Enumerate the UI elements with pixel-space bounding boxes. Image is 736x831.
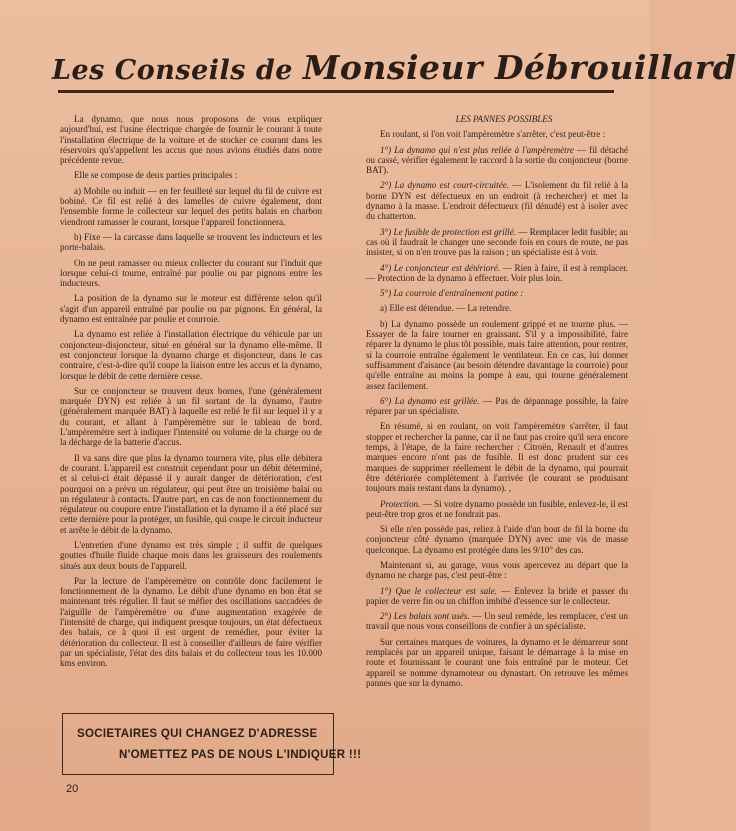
right-column: [366, 114, 628, 774]
list-item: [366, 180, 628, 221]
paragraph: La position de la dynamo sur le moteur est différente selon qu'il s'agit d'un appareil entraîné par poulie ou par pignons. En général, la dynamo est entraînée par poulie et courroie.: [60, 293, 322, 325]
paragraph: La dynamo est reliée à l'installation électrique du véhicule par un conjoncteur-disjoncteur, situé en général sur la dynamo elle-même. Il est conjoncteur lorsque la dynamo charge et disjoncteur, dans le cas contraire, c'est-à-dire qu'il coupe la liaison entre les accus et la dynamo, lorsque le débit de cette dernière cesse.: [60, 329, 322, 381]
item-text: — Rien à faire, il est à remplacer. — Protection de la dynamo à effectuer. Voir plus loin.: [366, 262, 629, 283]
notice-line-2: N'OMETTEZ PAS DE NOUS L'INDIQUER !!!: [119, 749, 362, 761]
paragraph: a) Mobile ou induit — en fer feuilleté sur lequel du fil de cuivre est bobiné. Ce fil est relié à des lamelles de cuivre également, dont l'ensemble forme le collecteur sur lequel des petits balais en charbon viendront ramasser le courant, lorsque l'appareil fonctionnera.: [60, 185, 322, 227]
list-item: [366, 499, 628, 520]
paragraph: Par la lecture de l'ampèremètre on contrôle donc facilement le fonctionnement de la dynamo. Le débit d'une dynamo en bon état se maintenant très régulier. Il faut se méfier des oscillations saccadées de l'aiguille de l'ampèremètre ou d'une augmentation exagérée de l'intensité de charge, qui indiquent presque toujours, un état défectueux des balais, ce à quoi il est urgent de remédier, pour éviter la détérioration du collecteur. Il est à conseiller d'ailleurs de faire vérifier par un spécialiste, l'état des dits balais et du collecteur tous les 10.000 kms environ.: [60, 575, 322, 669]
item-label: 1°) Que le collecteur est sale.: [380, 585, 498, 596]
paragraph: Si elle n'en possède pas, reliez à l'aide d'un bout de fil la borne du conjoncteur côté dynamo (marquée DYN) avec une vis de masse quelconque. La dynamo est protégée dans les 9/10° des cas.: [366, 524, 628, 555]
list-item: [366, 611, 628, 632]
notice-box: [62, 713, 362, 775]
paragraph: b) La dynamo possède un roulement grippé et ne tourne plus. — Essayer de la faire tourner en graissant. S'il y a impossibilité, faire réparer la dynamo le plus tôt possible, mais faire attention, pour rentrer, si la courroie entraîne également le ventilateur. En ce cas, lui donner suffisamment d'aisance (au besoin détendre davantage la courroie) pour qu'elle entraîne au moins la pompe à eau, qui tourne généralement assez facilement.: [366, 318, 628, 391]
item-label: 4°) Le conjoncteur est détérioré.: [380, 262, 501, 273]
item-label: 2°) La dynamo est court-circuitée.: [380, 180, 510, 191]
paragraph: a) Elle est détendue. — La retendre.: [380, 303, 512, 314]
page-number: 20: [66, 783, 79, 795]
list-item: [366, 227, 628, 258]
item-text: — Pas de dépannage possible, la faire réparer par un spécialiste.: [366, 395, 628, 417]
item-label: 6°) La dynamo est grillée.: [380, 395, 480, 406]
item-label: 3°) Le fusible de protection est grillé.: [380, 226, 517, 237]
paragraph: Elle se compose de deux parties principales :: [74, 170, 238, 181]
section-subtitle: LES PANNES POSSIBLES: [455, 114, 553, 124]
list-item: [366, 396, 628, 417]
item-label: 5°) La courroie d'entraînement patine :: [380, 288, 524, 299]
item-text: — Remplacer ledit fusible; au cas où il faudrait le changer une seconde fois en cours de route, ne pas insister, si on n'en trouve pas la raison ; un spécialiste est à voir.: [366, 226, 628, 258]
item-text: — Si votre dynamo possède un fusible, enlevez-le, il est peut-être trop gros et ne fondrait pas.: [366, 498, 628, 519]
page-title: [52, 48, 736, 88]
list-item: [366, 586, 628, 607]
paragraph: En résumé, si en roulant, on voit l'ampèremètre s'arrêter, il faut stopper et rechercher la panne, car il ne faut pas croire qu'il sera encore temps, à l'étape, de la faire rechercher : Citroën, Renault et d'autres marques encore n'ont pas de fusible. Il est donc prudent sur ces marques de supprimer réellement le débit de la dynamo, qui pourrait être détériorée complètement à l'arrivée (le courant se produisant toujours mais restant dans la dynamo). ,: [366, 421, 628, 494]
item-text: — Enlevez la bride et passer du papier de verre fin ou un chiffon imbibé d'essence sur le collecteur.: [366, 585, 628, 606]
paragraph: L'entretien d'une dynamo est très simple ; il suffit de quelques gouttes d'huile fluide chaque mois dans les graisseurs des roulements situés aux deux bouts de l'appareil.: [60, 539, 322, 571]
item-text: — Un seul remède, les remplacer, c'est un travail que nous vous conseillons de confier à un spécialiste.: [366, 611, 629, 632]
item-label: 1°) La dynamo qui n'est plus reliée à l'ampèremètre: [380, 144, 574, 155]
item-label: 2°) Les balais sont usés.: [380, 611, 470, 622]
item-label: Protection.: [380, 498, 421, 509]
paragraph: On ne peut ramasser ou mieux collecter du courant sur l'induit que lorsque celui-ci tourne, entraîné par poulie ou par pignons entre les inducteurs.: [60, 257, 322, 289]
list-item: [366, 263, 628, 284]
title-part2: Monsieur Débrouillard: [302, 48, 736, 87]
item-text: — fil détaché ou cassé, vérifier également le raccord à la sortie du conjoncteur (borne BAT).: [366, 144, 628, 176]
paragraph: La dynamo, que nous nous proposons de vous expliquer aujourd'hui, est l'usine électrique chargée de fournir le courant à toute l'installation électrique de la voiture et de stocker ce courant dans les réservoirs qu's'appellent les accus que nous avions étudiés dans notre précédente revue.: [60, 114, 322, 166]
left-column: [60, 114, 322, 704]
list-item: [366, 288, 628, 298]
paragraph: Il va sans dire que plus la dynamo tournera vite, plus elle débitera de courant. L'appareil est construit cependant pour un débit déterminé, et si celui-ci était dépassé il y aurait danger de détérioration, c'est pourquoi on a prévu un régulateur, qui peut être un troisième balai ou un régulateur à contacts. D'autre part, en cas de non fonctionnement du régulateur ou coupure entre l'installation et la dynamo il a été placé sur cette dernière pour la protéger, un fusible, qui coupe le circuit inducteur et arrête le débit de la dynamo.: [60, 452, 322, 535]
title-part1: Les Conseils de: [52, 55, 303, 86]
paragraph: En roulant, si l'on voit l'ampèremètre s'arrêter, c'est peut-être :: [380, 129, 606, 140]
notice-line-1: SOCIETAIRES QUI CHANGEZ D'ADRESSE: [77, 728, 318, 740]
paragraph: Sur ce conjoncteur se trouvent deux bornes, l'une (généralement marquée DYN) est reliée à un fil sortant de la dynamo, l'autre (généralement marquée BAT) à laquelle est relié le fil sur lequel il y a du courant, et allant à l'ampèremètre sur le tableau de bord. L'ampèremètre sert à indiquer l'intensité ou volume de la charge ou de la décharge de la batterie d'accus.: [60, 385, 322, 448]
paragraph: b) Fixe — la carcasse dans laquelle se trouvent les inducteurs et les porte-balais.: [60, 231, 322, 253]
list-item: [366, 145, 628, 176]
item-text: — L'isolement du fil relié à la borne DYN est défectueux en un endroit (à rechercher) et met la dynamo à la masse. L'endroit défectueux (fil dénudé) est à isoler avec du chatterton.: [366, 180, 628, 222]
title-underline: [58, 90, 614, 93]
paragraph: Maintenant si, au garage, vous vous apercevez au départ que la dynamo ne charge pas, c'est peut-être :: [366, 559, 628, 581]
paragraph: Sur certaines marques de voitures, la dynamo et le démarreur sont remplacés par un appareil unique, faisant le démarrage à la mise en route et fournissant le courant une fois entraîné par le moteur. Cet appareil se nomme dynamoteur ou dynastart. On retrouve les mêmes pannes que sur la dynamo.: [366, 636, 628, 688]
